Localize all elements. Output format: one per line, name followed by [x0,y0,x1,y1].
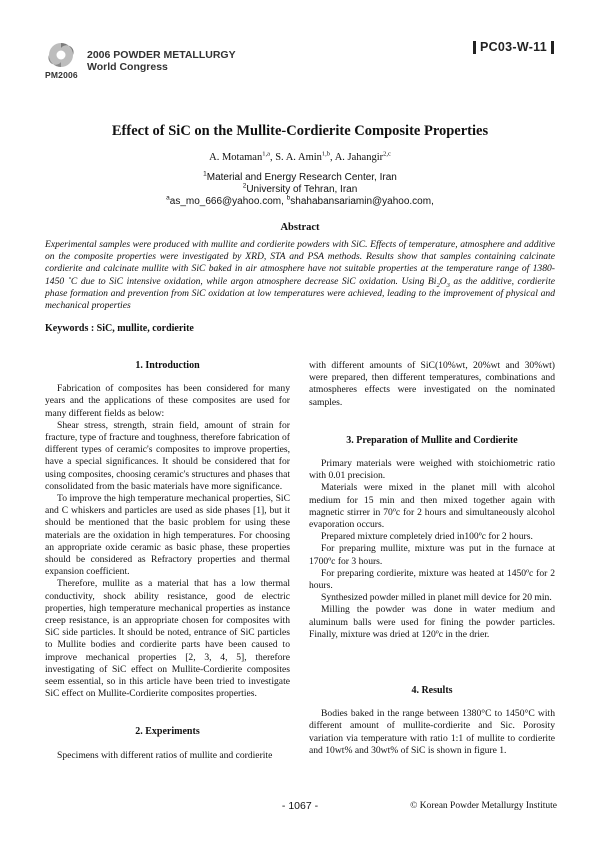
section-heading-experiments: 2. Experiments [135,726,200,738]
swirl-logo-icon [48,42,74,68]
page-header [44,40,564,86]
paragraph: Materials were mixed in the planet mill with alcohol medium for 15 min and then mixed together again with magnetic stirrer in 70ºc for 2 hours and simultaneously alcohol evaporation occurs. [309,482,555,531]
section-heading-preparation: 3. Preparation of Mullite and Cordierite [346,434,518,446]
code-bar-right [551,41,554,54]
paragraph: with different amounts of SiC(10%wt, 20%wt and 30%wt) were prepared, then different temperatures, combinations and atmospheres effects were investigated on the nominated samples. [309,360,555,408]
keywords: Keywords : SiC, mullite, cordierite [45,323,194,334]
affiliation-2: $^2$University of Tehran, Iran [242,182,358,195]
paragraph: To improve the high temperature mechanical properties, SiC and C whiskers and particles are used as side phases [1], but it should be mentioned that the basic problem for using these materials are the oxidation in high temperatures. For choosing an appropriate oxide ceramic as basic phase, these properties should be considered as Refractory properties and thermal expansion coefficient. [45,493,290,578]
right-column [309,360,555,757]
author-1: A. Motaman$^{1,a}$, [209,150,276,163]
page-footer [0,800,600,816]
author-3: A. Jahangir$^{2,c}$ [334,150,391,163]
left-column [45,360,290,762]
paragraph: Fabrication of composites has been considered for many years and the applications of these composites are used for many different fields as below: [45,383,290,419]
conference-line-2: World Congress [87,61,168,73]
pm2006-logo [44,40,78,84]
page-number: - 1067 - [281,800,319,812]
paragraph: Specimens with different ratios of mullite and cordierite [57,749,273,761]
section-heading-results: 4. Results [411,685,453,697]
paragraph: For preparing mullite, mixture was put in the furnace at 1700ºc for 3 hours. [309,543,555,567]
paragraph: Synthesized powder milled in planet mill device for 20 min. [321,592,552,604]
abstract-heading: Abstract [280,222,320,233]
copyright-notice: © Korean Powder Metallurgy Institute [410,801,557,811]
logo-text: PM2006 [45,70,78,80]
paragraph: Prepared mixture completely dried in100ºc for 2 hours. [321,531,533,543]
paragraph: For preparing cordierite, mixture was heated at 1450ºc for 2 hours. [309,567,555,592]
email-a[interactable]: as_mo_666@yahoo.com, [169,196,287,207]
conference-name [87,49,236,73]
paper-title: Effect of SiC on the Mullite-Cordierite Composite Properties [111,123,489,139]
author-2: S. A. Amin$^{1,b}$, [275,150,335,163]
section-heading-introduction: 1. Introduction [135,360,200,371]
conference-line-1: 2006 POWDER METALLURGY [87,49,236,61]
code-bar-left [473,41,476,54]
author-list [0,152,600,163]
paragraph: Bodies baked in the range between 1380°C to 1450°C with different amount of mullite-cordierite and Sic. Porosity variation via temperature with ratio 1:1 of mullite to cordierite and 10wt% and 30wt% of SiC is shown in figure 1. [309,708,555,756]
author-emails: $^a$as_mo_666@yahoo.com, $^b$shahabansariamin@yahoo.com, [166,194,434,207]
email-b[interactable]: shahabansariamin@yahoo.com, [290,196,434,207]
affiliation-1: $^1$Material and Energy Research Center, Iran [203,170,397,183]
abstract-text: Experimental samples were produced with mullite and cordierite powders with SiC. Effects of temperature, atmosphere and additive on the composite properties were investigated by XRD, STA and PSA methods. Results show that samples containing calcinate cordierite and calcinate mullite with SiC baked in air atmosphere have not suitable properties at the temperature range of 1380-1450 ˚C due to SiC intensive oxidation, while argon atmosphere decrease SiC oxidation. Using $Bi_2O_3$ as the additive, cordierite phase formation and prevention from SiC oxidation at low temperatures were achieved, leading to the improvement of physical and mechanical properties [45,239,555,312]
paper-code-text: PC03-W-11 [479,40,547,54]
paragraph: Shear stress, strength, strain field, amount of strain for fracture, type of fracture and toughness, therefore fabrication of different types of ceramic's composites to improve properties, have a special significances. It should be considered that for using composites, choosing ceramic's structures and phases that consolidated from the basic materials have more significance. [45,419,290,492]
paper-code [469,40,558,54]
paragraph: Milling the powder was done in water medium and aluminum balls were used for fining the powder particles. Finally, mixture was dried at 120ºc in the drier. [309,604,555,640]
paragraph: Primary materials were weighed with stoichiometric ratio with 0.01 precision. [309,458,555,482]
paragraph: Therefore, mullite as a material that has a low thermal conductivity, shock ability resistance, good de electric properties, high temperature mechanical properties as instance creep resistance, is an appropriate chosen for composites with SiC side particles. It should be noted, entrance of SiC particles to Mullite bodies and cordierite parts have been caused to improve mechanical properties [2, 3, 4, 5], therefore investigating of SiC effect on Mullite-Cordierite composites seem essential, so in this article have been tried to investigate SiC effect on Mullite-Cordierite composites properties. [45,578,290,700]
